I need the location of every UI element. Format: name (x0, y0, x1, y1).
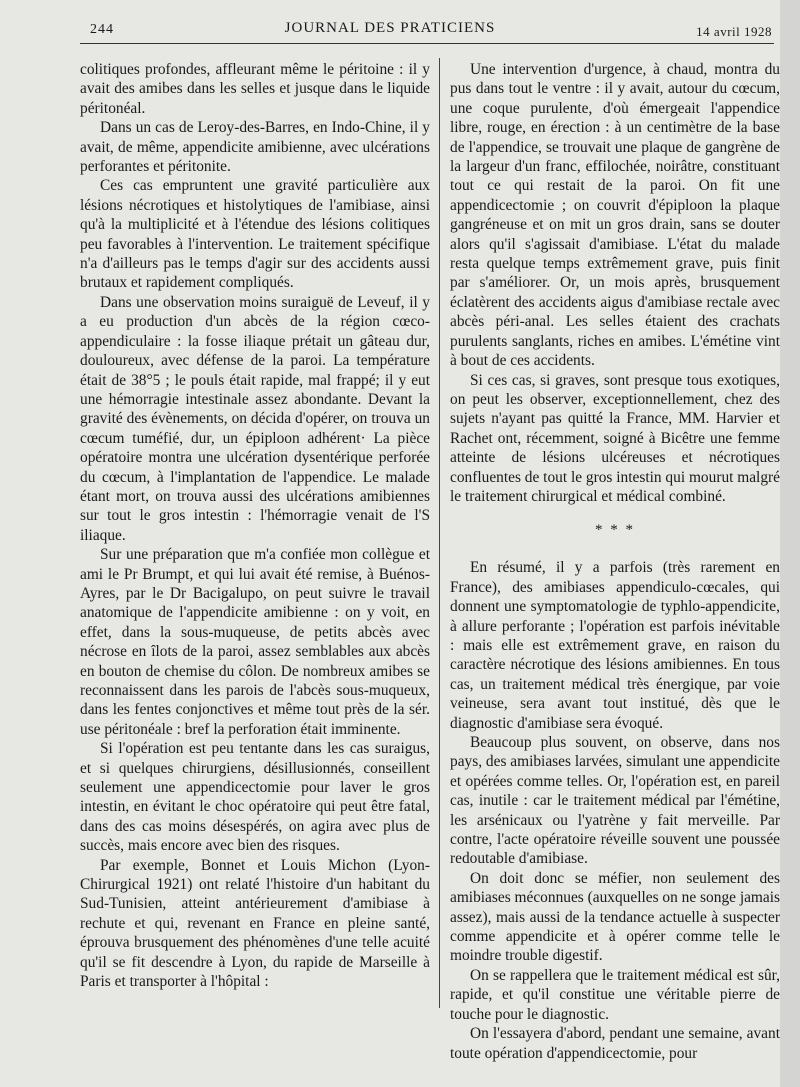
paragraph: Beaucoup plus souvent, on observe, dans nos pays, des amibiases larvées, simulant une appendicite et opérées comme telles. Or, l'opération est, en pareil cas, inutile : car le traitement médical par l'émétine, les arsénicaux ou l'yatrène y fait merveille. Par contre, l'acte opératoire réveille souvent une poussée redoutable d'amibiase. (450, 734, 780, 868)
paragraph: Si l'opération est peu tentante dans les cas suraigus, et si quelques chirurgiens, désillusionnés, conseillent seulement une appendicectomie pour laver le gros intestin, en évitant le choc opératoire qui peut être fatal, dans des cas moins désespérés, on agira avec plus de succès, mais encore avec bien des risques. (80, 740, 430, 855)
page-header (0, 18, 780, 42)
paragraph: En résumé, il y a parfois (très rarement en France), des amibiases appendiculo-cœcales, qui donnent une symptomatologie de typhlo-appendicite, à allure perforante ; l'opération est parfois inévitable : mais elle est extrêmement grave, en raison du caractère nécrotique des lésions amibiennes. En tous cas, un traitement médical très énergique, par voie veineuse, sera avant tout institué, dès que le diagnostic d'amibiase sera évoqué. (450, 559, 780, 732)
paragraph: On doit donc se méfier, non seulement des amibiases méconnues (auxquelles on ne songe jamais assez), mais aussi de la tendance actuelle à suspecter comme appendicite et à opérer comme telle le moindre trouble digestif. (450, 869, 780, 965)
right-column (450, 60, 780, 1063)
paragraph: Dans une observation moins suraiguë de Leveuf, il y a eu production d'un abcès de la région cœco-appendiculaire : la fosse iliaque prétait un gâteau dur, douloureux, avec défense de la paroi. La température était de 38°5 ; le pouls était rapide, mal frappé; il y eut une hémorragie intestinale assez abondante. Devant la gravité des évènements, on décida d'opérer, on trouva un cœcum tuméfié, dur, un épiploon adhérent· La pièce opératoire montra une ulcération dysentérique perforée du cœcum, à l'implantation de l'appendice. Le malade étant mort, on trouva aussi des ulcérations amibiennes sur tout le gros intestin : l'hémorragie venait de l'S iliaque. (80, 293, 430, 544)
issue-date: 14 avril 1928 (696, 24, 772, 39)
paragraph: Par exemple, Bonnet et Louis Michon (Lyon-Chirurgical 1921) ont relaté l'histoire d'un habitant du Sud-Tunisien, atteint antérieurement d'amibiase à rechute et qui, revenant en France en pleine santé, éprouva brusquement des phénomènes d'une telle acuité qu'il se fit descendre à Lyon, du rapide de Marseille à Paris et transporter à l'hôpital : (80, 856, 430, 991)
column-divider (439, 58, 440, 1008)
page-number: 244 (90, 22, 114, 37)
header-rule (80, 43, 774, 44)
left-column (80, 60, 430, 992)
paragraph: colitiques profondes, affleurant même le péritoine : il y avait des amibes dans les selles et jusque dans le liquide péritonéal. (80, 61, 430, 117)
paragraph: Ces cas empruntent une gravité particulière aux lésions nécrotiques et histolytiques de l'amibiase, ainsi qu'à la multiplicité et à l'étendue des lésions colitiques peu favorables à l'intervention. Le traitement spécifique n'a d'ailleurs pas le temps d'agir sur des accidents aussi brutaux et rapidement compliqués. (80, 177, 430, 292)
journal-title: JOURNAL DES PRATICIENS (284, 20, 496, 36)
paragraph: Sur une préparation que m'a confiée mon collègue et ami le Pr Brumpt, et qui lui avait été remise, à Buénos-Ayres, par le Dr Bacigalupo, on peut suivre le travail anatomique de l'appendicite amibienne : on y voit, en effet, dans la sous-muqueuse, de petits abcès avec nécrose en îlots de la paroi, assez semblables aux abcès en bouton de chemise du côlon. De nombreux amibes se reconnaissent dans les parois de l'abcès sous-muqueux, dans les fentes conjonctives et même tout près de la sér. use péritonéale : bref la perforation était imminente. (80, 546, 430, 738)
paragraph: On se rappellera que le traitement médical est sûr, rapide, et qu'il constitue une véritable pierre de touche pour le diagnostic. (450, 966, 780, 1023)
section-separator: * * * (595, 522, 635, 539)
paragraph: Si ces cas, si graves, sont presque tous exotiques, on peut les observer, exceptionnellement, chez des sujets n'ayant pas quitté la France, MM. Harvier et Rachet ont, récemment, soigné à Bicêtre une femme atteinte de lésions ulcéreuses et nécrotiques confluentes de tout le gros intestin qui mourut malgré le traitement chirurgical et médical combiné. (450, 371, 780, 505)
paragraph: Une intervention d'urgence, à chaud, montra du pus dans tout le ventre : il y avait, autour du cœcum, une coque purulente, d'où émergeait l'appendice libre, rouge, en érection : à un centimètre de la base de l'appendice, se trouvait une plaque de gangrène de la largeur d'un franc, effilochée, noirâtre, constituant tout ce qui restait de la paroi. On fit une appendicectomie ; on couvrit d'épiploon la plaque gangréneuse et on mit un gros drain, sans se douter alors qu'il s'agissait d'amibiase. L'état du malade resta quelque temps extrêmement grave, puis finit par s'améliorer. Or, un mois après, brusquement éclatèrent des accidents aigus d'amibiase rectale avec abcès péri-anal. Les selles étaient des crachats purulents sanglants, riches en amibes. L'émétine vint à bout de ces accidents. (450, 61, 780, 370)
paragraph: On l'essayera d'abord, pendant une semaine, avant toute opération d'appendicectomie, pour (450, 1025, 780, 1062)
paragraph: Dans un cas de Leroy-des-Barres, en Indo-Chine, il y avait, de même, appendicite amibienne, avec ulcérations perforantes et péritonite. (80, 119, 430, 176)
